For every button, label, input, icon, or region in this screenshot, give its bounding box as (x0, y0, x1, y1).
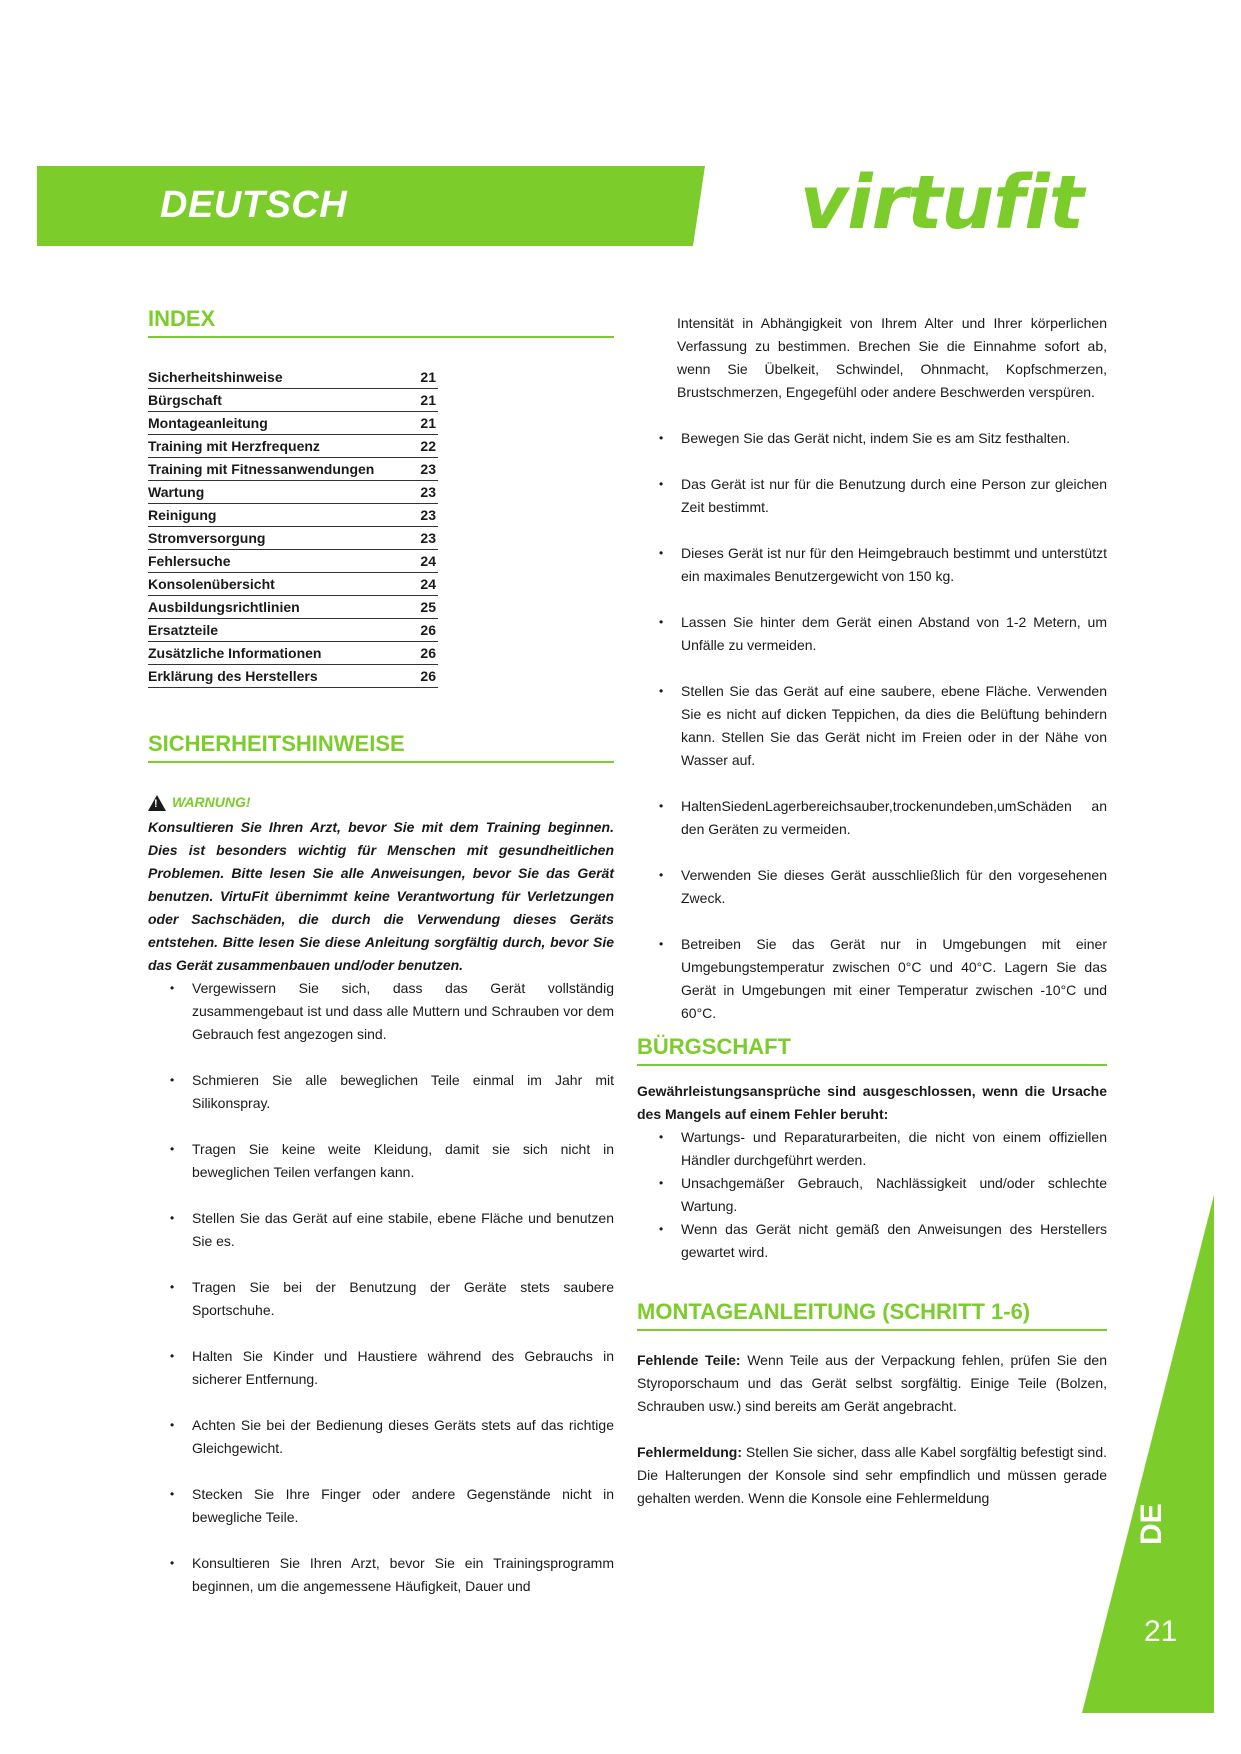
warning-text: Konsultieren Sie Ihren Arzt, bevor Sie mit dem Training beginnen. Dies ist besonders wichtig für Menschen mit gesundheitlichen Problemen. Bitte lesen Sie alle Anweisungen, bevor Sie das Gerät benutzen. VirtuFit übernimmt keine Verantwortung für Verletzungen oder Sachschäden, die durch die Verwendung dieses Geräts entstehen. Bitte lesen Sie diese Anleitung sorgfältig durch, bevor Sie das Gerät zusammenbauen und/oder benutzen. (148, 819, 614, 973)
table-of-contents (148, 366, 614, 688)
toc-item[interactable]: Training mit Herzfrequenz 22 (148, 435, 438, 458)
assembly-title: MONTAGEANLEITUNG (SCHRITT 1-6) (637, 1298, 1107, 1331)
right-column (637, 312, 1107, 1510)
toc-item[interactable]: Bürgschaft 21 (148, 389, 438, 412)
toc-item[interactable]: Montageanleitung 21 (148, 412, 438, 435)
list-item: • HaltenSiedenLagerbereichsauber,trockenundeben,umSchäden an den Geräten zu vermeiden. (637, 795, 1107, 841)
language-title: DEUTSCH (160, 184, 348, 226)
list-item: • Vergewissern Sie sich, dass das Gerät vollständig zusammengebaut ist und dass alle Muttern und Schrauben vor dem Gebrauch fest angezogen sind. (148, 977, 614, 1046)
list-item: • Lassen Sie hinter dem Gerät einen Abstand von 1-2 Metern, um Unfälle zu vermeiden. (637, 611, 1107, 657)
error-message-text: Stellen Sie sicher, dass alle Kabel sorgfältig befestigt sind. Die Halterungen der Konsole sind sehr empfindlich und müssen gerade gehalten werden. Wenn die Konsole eine Fehlermeldung (637, 1444, 1108, 1506)
missing-parts-label: Fehlende Teile: (637, 1352, 741, 1368)
missing-parts-para (637, 1349, 1107, 1418)
list-item: • Verwenden Sie dieses Gerät ausschließlich für den vorgesehenen Zweck. (637, 864, 1107, 910)
warranty-title: BÜRGSCHAFT (637, 1033, 1107, 1066)
list-item: • Halten Sie Kinder und Haustiere während des Gebrauchs in sicherer Entfernung. (148, 1345, 614, 1391)
toc-item[interactable]: Wartung 23 (148, 481, 438, 504)
list-item: • Stellen Sie das Gerät auf eine stabile, ebene Fläche und benutzen Sie es. (148, 1207, 614, 1253)
toc-item[interactable]: Stromversorgung 23 (148, 527, 438, 550)
toc-item[interactable]: Sicherheitshinweise 21 (148, 366, 438, 389)
toc-item[interactable]: Ersatzteile 26 (148, 619, 438, 642)
list-item: • Stellen Sie das Gerät auf eine saubere, ebene Fläche. Verwenden Sie es nicht auf dicken Teppichen, da dies die Belüftung behindern kann. Stellen Sie das Gerät nicht im Freien oder in der Nähe von Wasser auf. (637, 680, 1107, 772)
toc-item[interactable]: Fehlersuche 24 (148, 550, 438, 573)
toc-item[interactable]: Ausbildungsrichtlinien 25 (148, 596, 438, 619)
list-item: • Tragen Sie keine weite Kleidung, damit sie sich nicht in beweglichen Teilen verfangen kann. (148, 1138, 614, 1184)
toc-item[interactable]: Konsolenübersicht 24 (148, 573, 438, 596)
left-column (148, 305, 614, 1621)
error-message-para (637, 1441, 1107, 1510)
list-item: • Konsultieren Sie Ihren Arzt, bevor Sie ein Trainingsprogramm beginnen, um die angemessene Häufigkeit, Dauer und (148, 1552, 614, 1598)
list-item: • Bewegen Sie das Gerät nicht, indem Sie es am Sitz festhalten. (637, 427, 1107, 450)
page-number: 21 (1144, 1615, 1178, 1648)
warranty-intro: Gewährleistungsansprüche sind ausgeschlossen, wenn die Ursache des Mangels auf einem Fehler beruht: (637, 1083, 1107, 1122)
toc-item[interactable]: Training mit Fitnessanwendungen 23 (148, 458, 438, 481)
list-item: • Schmieren Sie alle beweglichen Teile einmal im Jahr mit Silikonspray. (148, 1069, 614, 1115)
missing-parts-text: Wenn Teile aus der Verpackung fehlen, prüfen Sie den Styroporschaum und das Gerät selbst sorgfältig. Einige Teile (Bolzen, Schrauben usw.) sind bereits am Gerät angebracht. (637, 1352, 1107, 1414)
list-item: • Wartungs- und Reparaturarbeiten, die nicht von einem offiziellen Händler durchgeführt werden. (637, 1126, 1107, 1172)
header-banner (37, 166, 705, 246)
toc-item[interactable]: Erklärung des Herstellers 26 (148, 665, 438, 688)
warning-icon (148, 795, 166, 811)
warranty-list (637, 1126, 1107, 1264)
list-item: • Wenn das Gerät nicht gemäß den Anweisungen des Herstellers gewartet wird. (637, 1218, 1107, 1264)
list-item: • Dieses Gerät ist nur für den Heimgebrauch bestimmt und unterstützt ein maximales Benutzergewicht von 150 kg. (637, 542, 1107, 588)
toc-item[interactable]: Zusätzliche Informationen 26 (148, 642, 438, 665)
continued-text: Intensität in Abhängigkeit von Ihrem Alter und Ihrer körperlichen Verfassung zu bestimmen. Brechen Sie die Einnahme sofort ab, wenn Sie Übelkeit, Schwindel, Ohnmacht, Kopfschmerzen, Brustschmerzen, Engegefühl oder andere Beschwerden verspüren. (677, 315, 1107, 400)
error-message-label: Fehlermeldung: (637, 1444, 743, 1460)
list-item: • Stecken Sie Ihre Finger oder andere Gegenstände nicht in bewegliche Teile. (148, 1483, 614, 1529)
brand-logo: virtufit (800, 160, 1084, 246)
list-item: • Tragen Sie bei der Benutzung der Geräte stets saubere Sportschuhe. (148, 1276, 614, 1322)
warning-label: WARNUNG! (172, 794, 251, 810)
warning-heading (148, 791, 614, 814)
safety-list-left (148, 977, 614, 1598)
toc-item[interactable]: Reinigung 23 (148, 504, 438, 527)
language-code: DE (1135, 1503, 1168, 1545)
list-item: • Das Gerät ist nur für die Benutzung durch eine Person zur gleichen Zeit bestimmt. (637, 473, 1107, 519)
list-item: • Unsachgemäßer Gebrauch, Nachlässigkeit und/oder schlechte Wartung. (637, 1172, 1107, 1218)
index-title: INDEX (148, 305, 614, 338)
list-item: • Betreiben Sie das Gerät nur in Umgebungen mit einer Umgebungstemperatur zwischen 0°C und 40°C. Lagern Sie das Gerät in Umgebungen mit einer Temperatur zwischen -10°C und 60°C. (637, 933, 1107, 1025)
safety-title: SICHERHEITSHINWEISE (148, 730, 614, 763)
list-item: • Achten Sie bei der Bedienung dieses Geräts stets auf das richtige Gleichgewicht. (148, 1414, 614, 1460)
safety-list-right (637, 427, 1107, 1025)
